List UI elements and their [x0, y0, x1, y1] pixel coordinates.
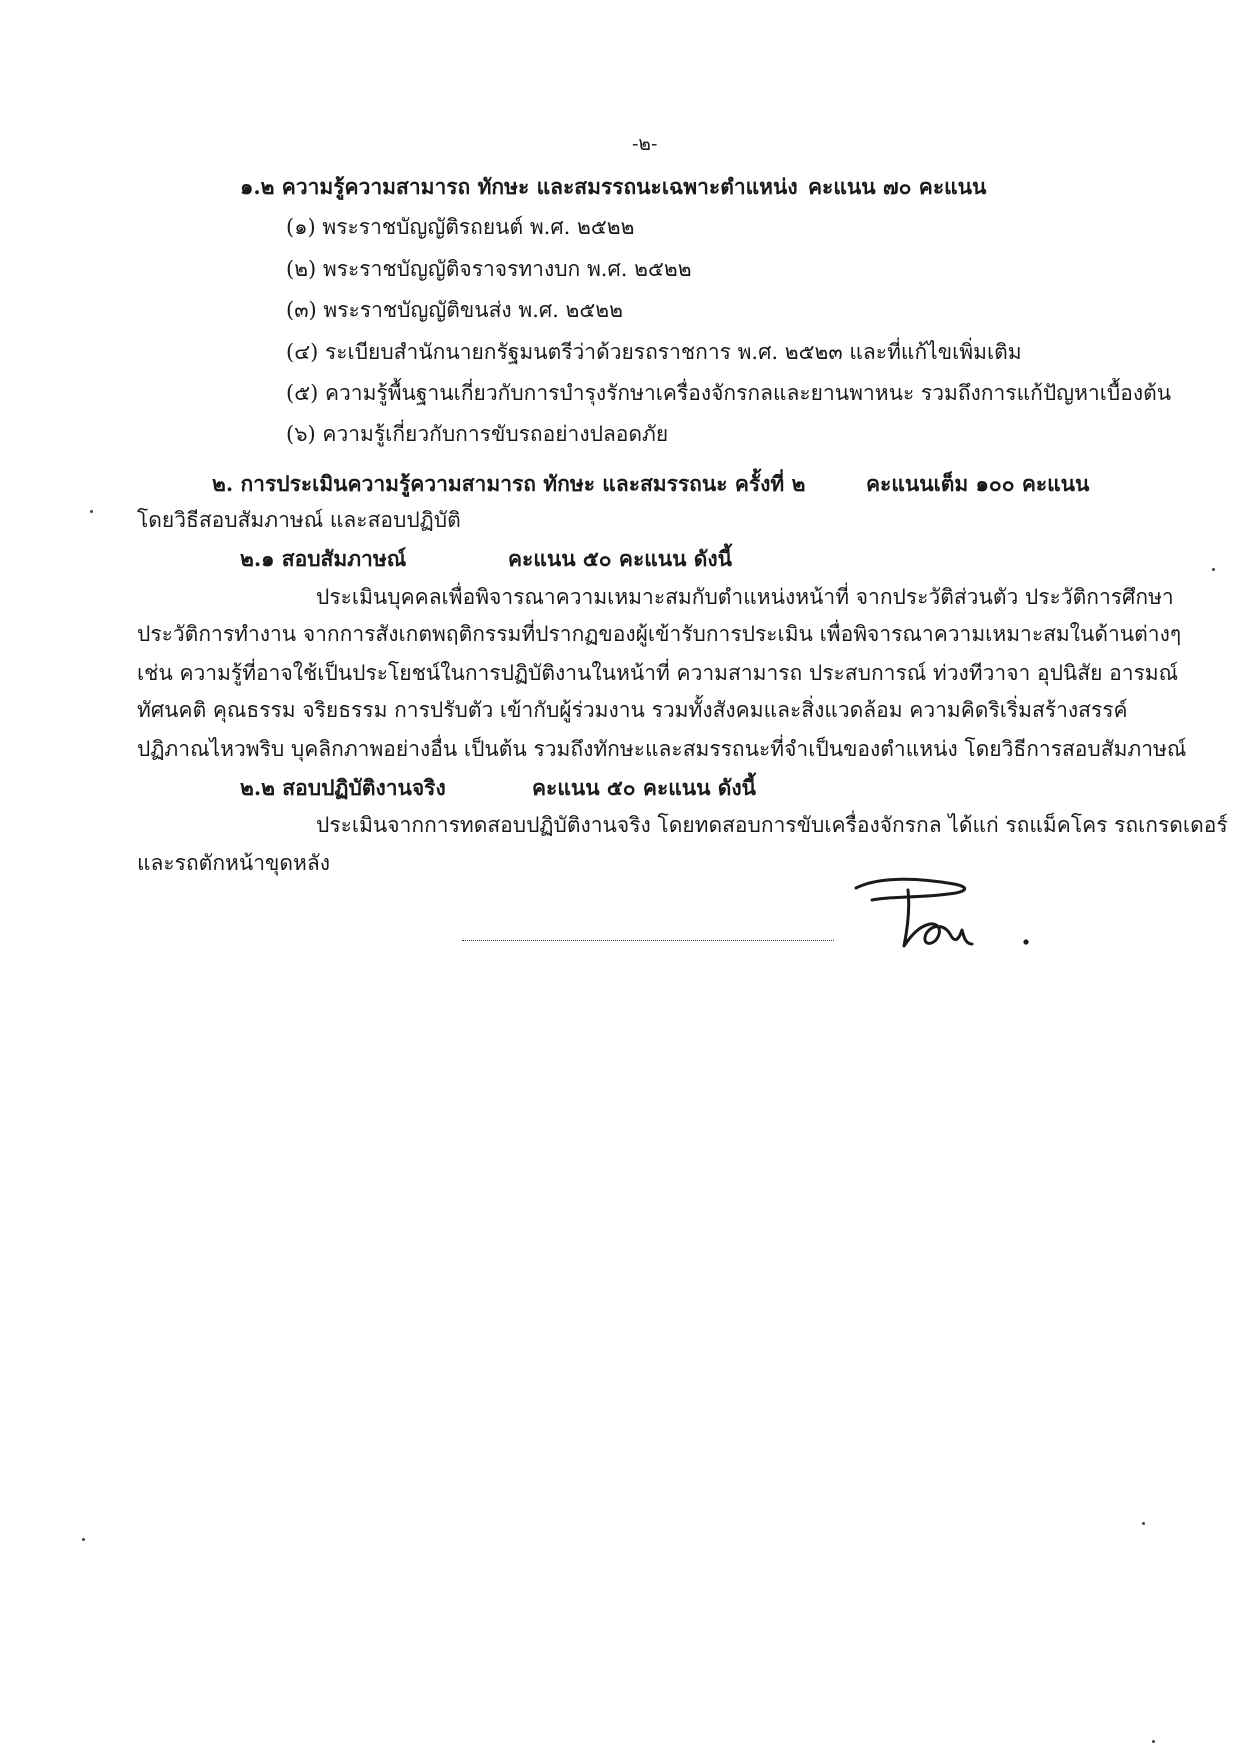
list-item: (๒) พระราชบัญญัติจราจรทางบก พ.ศ. ๒๕๒๒: [286, 257, 692, 281]
list-item: (๑) พระราชบัญญัติรถยนต์ พ.ศ. ๒๕๒๒: [286, 215, 635, 239]
paragraph-line: ปฏิภาณไหวพริบ บุคลิกภาพอย่างอื่น เป็นต้น รวมถึงทักษะและสมรรถนะที่จำเป็นของตำแหน่ง โดยวิธีการสอบสัมภาษณ์: [137, 737, 1187, 761]
scan-speck: [90, 510, 93, 513]
list-item: (๔) ระเบียบสำนักนายกรัฐมนตรีว่าด้วยรถราชการ พ.ศ. ๒๕๒๓ และที่แก้ไขเพิ่มเติม: [286, 340, 1022, 364]
paragraph-line: ทัศนคติ คุณธรรม จริยธรรม การปรับตัว เข้ากับผู้ร่วมงาน รวมทั้งสังคมและสิ่งแวดล้อม ความคิดริเริ่มสร้างสรรค์: [137, 698, 1128, 722]
scan-speck: [1152, 1740, 1155, 1743]
section-2-1-score: คะแนน ๕๐ คะแนน ดังนี้: [508, 546, 733, 571]
section-2-score: คะแนนเต็ม ๑๐๐ คะแนน: [866, 471, 1090, 496]
section-1-2-score: คะแนน ๗๐ คะแนน: [808, 174, 987, 199]
paragraph-line: ประวัติการทำงาน จากการสังเกตพฤติกรรมที่ปรากฏของผู้เข้ารับการประเมิน เพื่อพิจารณาความเหมาะสมในด้านต่างๆ: [137, 622, 1182, 646]
section-1-2-heading: ๑.๒ ความรู้ความสามารถ ทักษะ และสมรรถนะเฉพาะตำแหน่ง: [240, 174, 798, 199]
handwritten-signature-icon: [850, 868, 1040, 958]
section-2-method: โดยวิธีสอบสัมภาษณ์ และสอบปฏิบัติ: [137, 508, 461, 532]
list-item: (๕) ความรู้พื้นฐานเกี่ยวกับการบำรุงรักษาเครื่องจักรกลและยานพาหนะ รวมถึงการแก้ปัญหาเบื้องต้น: [286, 381, 1172, 405]
paragraph-line: เช่น ความรู้ที่อาจใช้เป็นประโยชน์ในการปฏิบัติงานในหน้าที่ ความสามารถ ประสบการณ์ ท่วงทีวาจา อุปนิสัย อารมณ์: [137, 661, 1179, 685]
list-item: (๖) ความรู้เกี่ยวกับการขับรถอย่างปลอดภัย: [286, 422, 669, 446]
scan-speck: [82, 1538, 85, 1541]
paragraph-line: และรถตักหน้าขุดหลัง: [137, 851, 330, 875]
scan-speck: [1212, 568, 1215, 571]
section-2-2-heading: ๒.๒ สอบปฏิบัติงานจริง: [240, 775, 446, 800]
paragraph-line: ประเมินบุคคลเพื่อพิจารณาความเหมาะสมกับตำแหน่งหน้าที่ จากประวัติส่วนตัว ประวัติการศึกษา: [316, 585, 1174, 609]
signature-line: [462, 940, 834, 941]
paragraph-line: ประเมินจากการทดสอบปฏิบัติงานจริง โดยทดสอบการขับเครื่องจักรกล ได้แก่ รถแม็คโคร รถเกรดเดอร์: [316, 813, 1228, 837]
list-item: (๓) พระราชบัญญัติขนส่ง พ.ศ. ๒๕๒๒: [286, 298, 623, 322]
page-number: -๒-: [632, 133, 658, 155]
section-2-heading: ๒. การประเมินความรู้ความสามารถ ทักษะ และสมรรถนะ ครั้งที่ ๒: [212, 471, 806, 496]
section-2-1-heading: ๒.๑ สอบสัมภาษณ์: [240, 546, 407, 571]
scan-speck: [1142, 1522, 1145, 1525]
section-2-2-score: คะแนน ๕๐ คะแนน ดังนี้: [532, 775, 757, 800]
